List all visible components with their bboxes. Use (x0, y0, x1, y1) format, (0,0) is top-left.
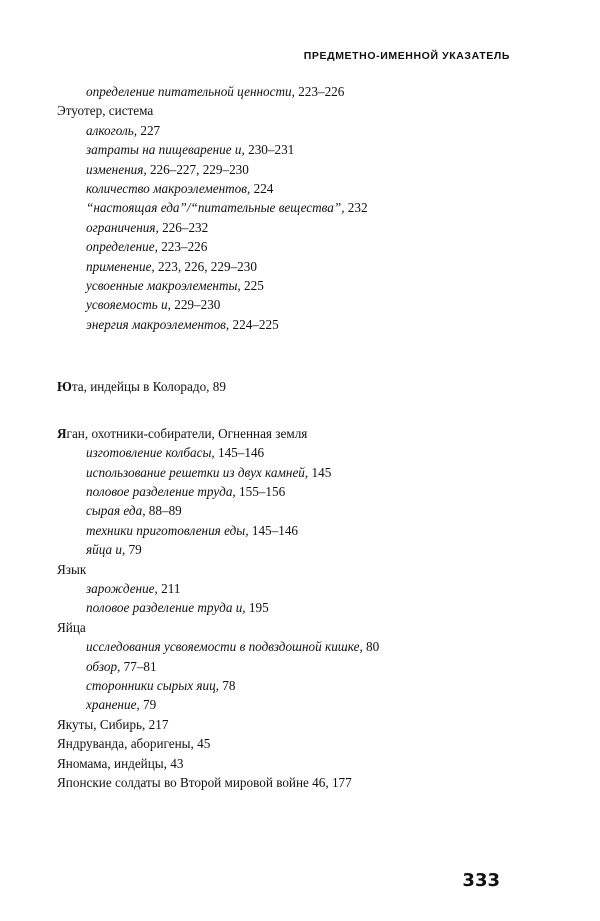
index-subentry: использование решетки из двух камней, 145 (86, 464, 332, 480)
index-subentry: половое разделение труда и, 195 (86, 600, 269, 616)
index-subentry: усвоенные макроэлементы, 225 (86, 278, 264, 294)
index-heading: Язык (57, 561, 87, 577)
index-heading: Этуотер, система (57, 103, 154, 119)
index-subentry: сторонники сырых яиц, 78 (86, 677, 236, 693)
index-heading: Яган, охотники-собиратели, Огненная земля (57, 425, 308, 441)
index-heading: Яндруванда, аборигены, 45 (57, 736, 211, 752)
index-heading: Яйца (57, 619, 86, 635)
letter-gap (57, 397, 527, 424)
index-subentry: определение питательной ценности, 223–226 (86, 84, 345, 99)
index-subentry: определение, 223–226 (86, 239, 208, 255)
index-subentry: алкоголь, 227 (86, 122, 161, 138)
letter-gap (57, 334, 527, 377)
page-number: 333 (462, 870, 500, 891)
index-subentry: применение, 223, 226, 229–230 (86, 258, 257, 274)
index-heading: Японские солдаты во Второй мировой войне 46, 177 (57, 775, 352, 790)
index-subentry: ограничения, 226–232 (86, 219, 209, 235)
index-subentry: затраты на пищеварение и, 230–231 (86, 142, 295, 158)
index-subentry: усвояемость и, 229–230 (86, 297, 221, 313)
index-subentry: половое разделение труда, 155–156 (86, 483, 286, 499)
index-subentry: исследования усвояемости в подвздошной кишке, 80 (86, 639, 380, 655)
index-subentry: яйца и, 79 (86, 542, 142, 558)
index-subentry: зарождение, 211 (86, 580, 181, 596)
index-subentry: изготовление колбасы, 145–146 (86, 445, 265, 461)
index-subentry: количество макроэлементов, 224 (86, 181, 274, 197)
index-heading: Якуты, Сибирь, 217 (57, 716, 169, 732)
index-column (57, 82, 527, 792)
index-subentry: сырая еда, 88–89 (86, 503, 182, 519)
index-subentry: хранение, 79 (86, 697, 157, 713)
index-subentry: энергия макроэлементов, 224–225 (86, 316, 279, 332)
index-subentry: изменения, 226–227, 229–230 (86, 161, 249, 177)
index-subentry: обзор, 77–81 (86, 658, 157, 674)
index-heading: Юта, индейцы в Колорадо, 89 (57, 379, 226, 395)
index-heading: Яномама, индейцы, 43 (57, 755, 184, 771)
index-subentry: техники приготовления еды, 145–146 (86, 522, 298, 538)
index-subentry: “настоящая еда”/“питательные вещества”, 232 (86, 200, 368, 216)
running-head: ПРЕДМЕТНО-ИМЕННОЙ УКАЗАТЕЛЬ (303, 50, 510, 62)
